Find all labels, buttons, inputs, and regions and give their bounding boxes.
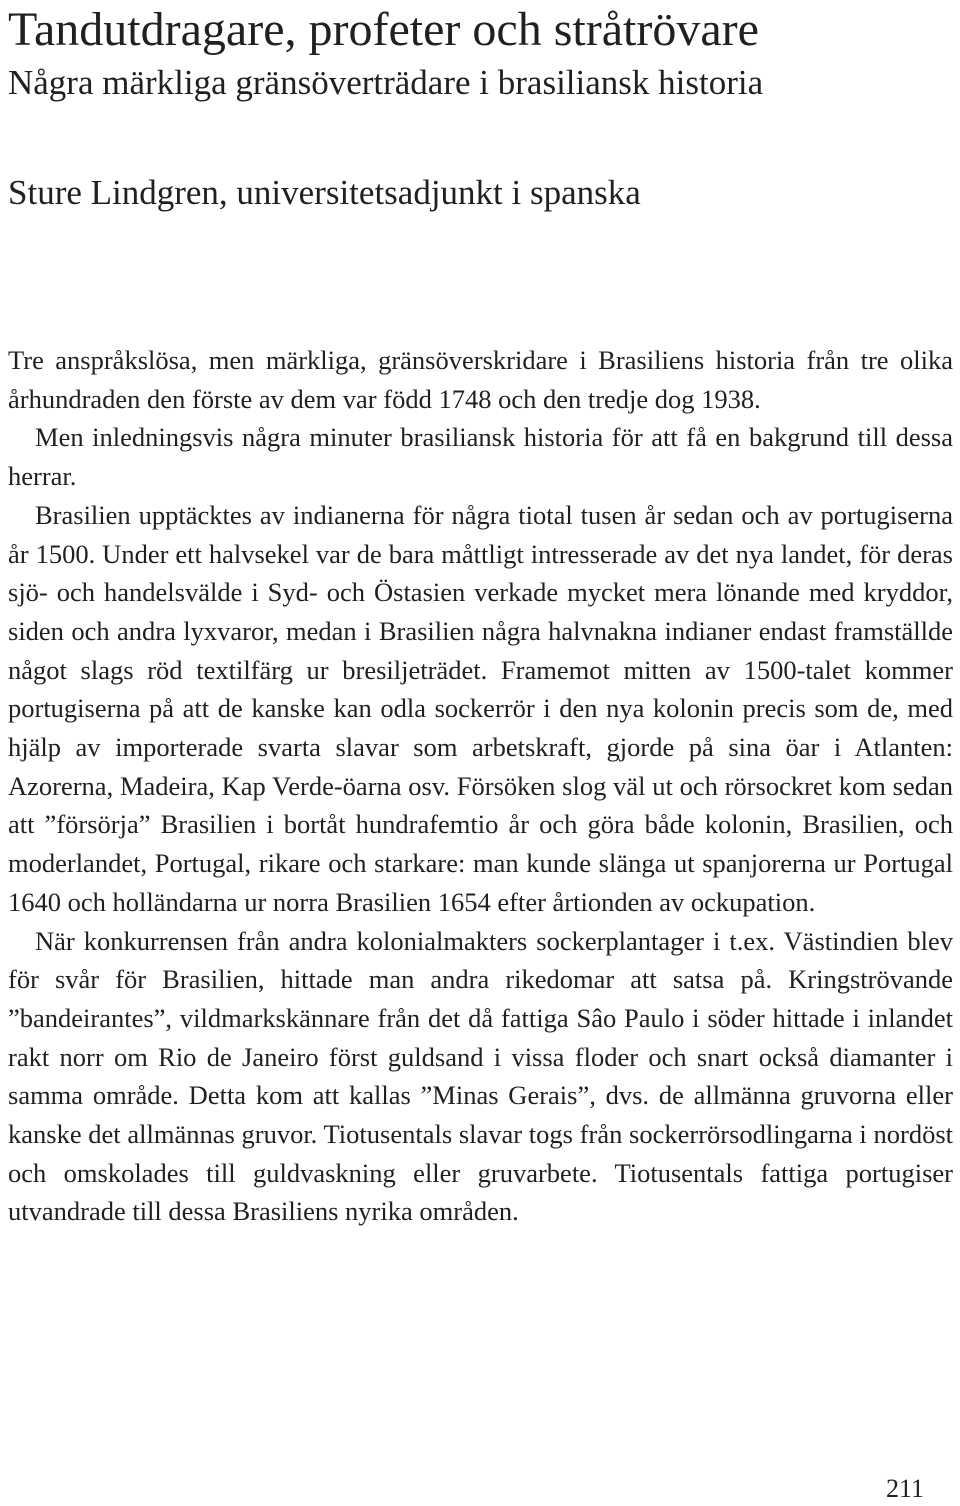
paragraph-colonial-history: Brasilien upptäcktes av indianerna för några tiotal tusen år sedan och av portugiserna år 1500. Under ett halvsekel var de bara måttligt intresserade av det nya landet, för deras sjö- och handelsvälde i Syd- och Östasien verkade mycket mera lönande med kryddor, siden och andra lyxvaror, medan i Brasilien några halvnakna indianer endast framställde något slags röd textilfärg ur bresiljeträdet. Framemot mitten av 1500-talet kommer portugiserna på att de kanske kan odla sockerrör i den nya kolonin precis som de, med hjälp av importerade svarta slavar som arbetskraft, gjorde på sina öar i Atlanten: Azorerna, Madeira, Kap Verde-öarna osv. Försöken slog väl ut och rörsockret kom sedan att ”försörja” Brasilien i bortåt hundrafemtio år och göra både kolonin, Brasilien, och moderlandet, Portugal, rikare och starkare: man kunde slänga ut spanjorerna ur Portugal 1640 och holländarna ur norra Brasilien 1654 efter årtionden av ockupation. bbox=[8, 499, 953, 917]
paragraph-minas-gerais: När konkurrensen från andra kolonialmakters sockerplantager i t.ex. Västindien blev för svår för Brasilien, hittade man andra rikedomar att satsa på. Kringströvande ”bandeirantes”, vildmarkskännare från det då fattiga Sâo Paulo i söder hittade i inlandet rakt norr om Rio de Janeiro först guldsand i vissa floder och snart också diamanter i samma område. Detta kom att kallas ”Minas Gerais”, dvs. de allmänna gruvorna eller kanske det allmännas gruvor. Tiotusentals slavar togs från sockerrörsodlingarna i nordöst och omskolades till guldvaskning eller gruvarbete. Tiotusentals fattiga portugiser utvandrade till dessa Brasiliens nyrika områden. bbox=[8, 925, 953, 1227]
article-body bbox=[8, 341, 953, 1231]
paragraph-background: Men inledningsvis några minuter brasiliansk historia för att få en bakgrund till dessa herrar. bbox=[8, 422, 953, 492]
article-subtitle: Några märkliga gränsöverträdare i brasiliansk historia bbox=[8, 63, 764, 102]
paragraph-intro: Tre anspråkslösa, men märkliga, gränsöverskridare i Brasiliens historia från tre olika århundraden den förste av dem var född 1748 och den tredje dog 1938. bbox=[8, 345, 953, 414]
article-author: Sture Lindgren, universitetsadjunkt i spanska bbox=[8, 173, 641, 212]
article-title: Tandutdragare, profeter och stråtrövare bbox=[8, 3, 759, 56]
page-number: 211 bbox=[885, 1474, 924, 1503]
